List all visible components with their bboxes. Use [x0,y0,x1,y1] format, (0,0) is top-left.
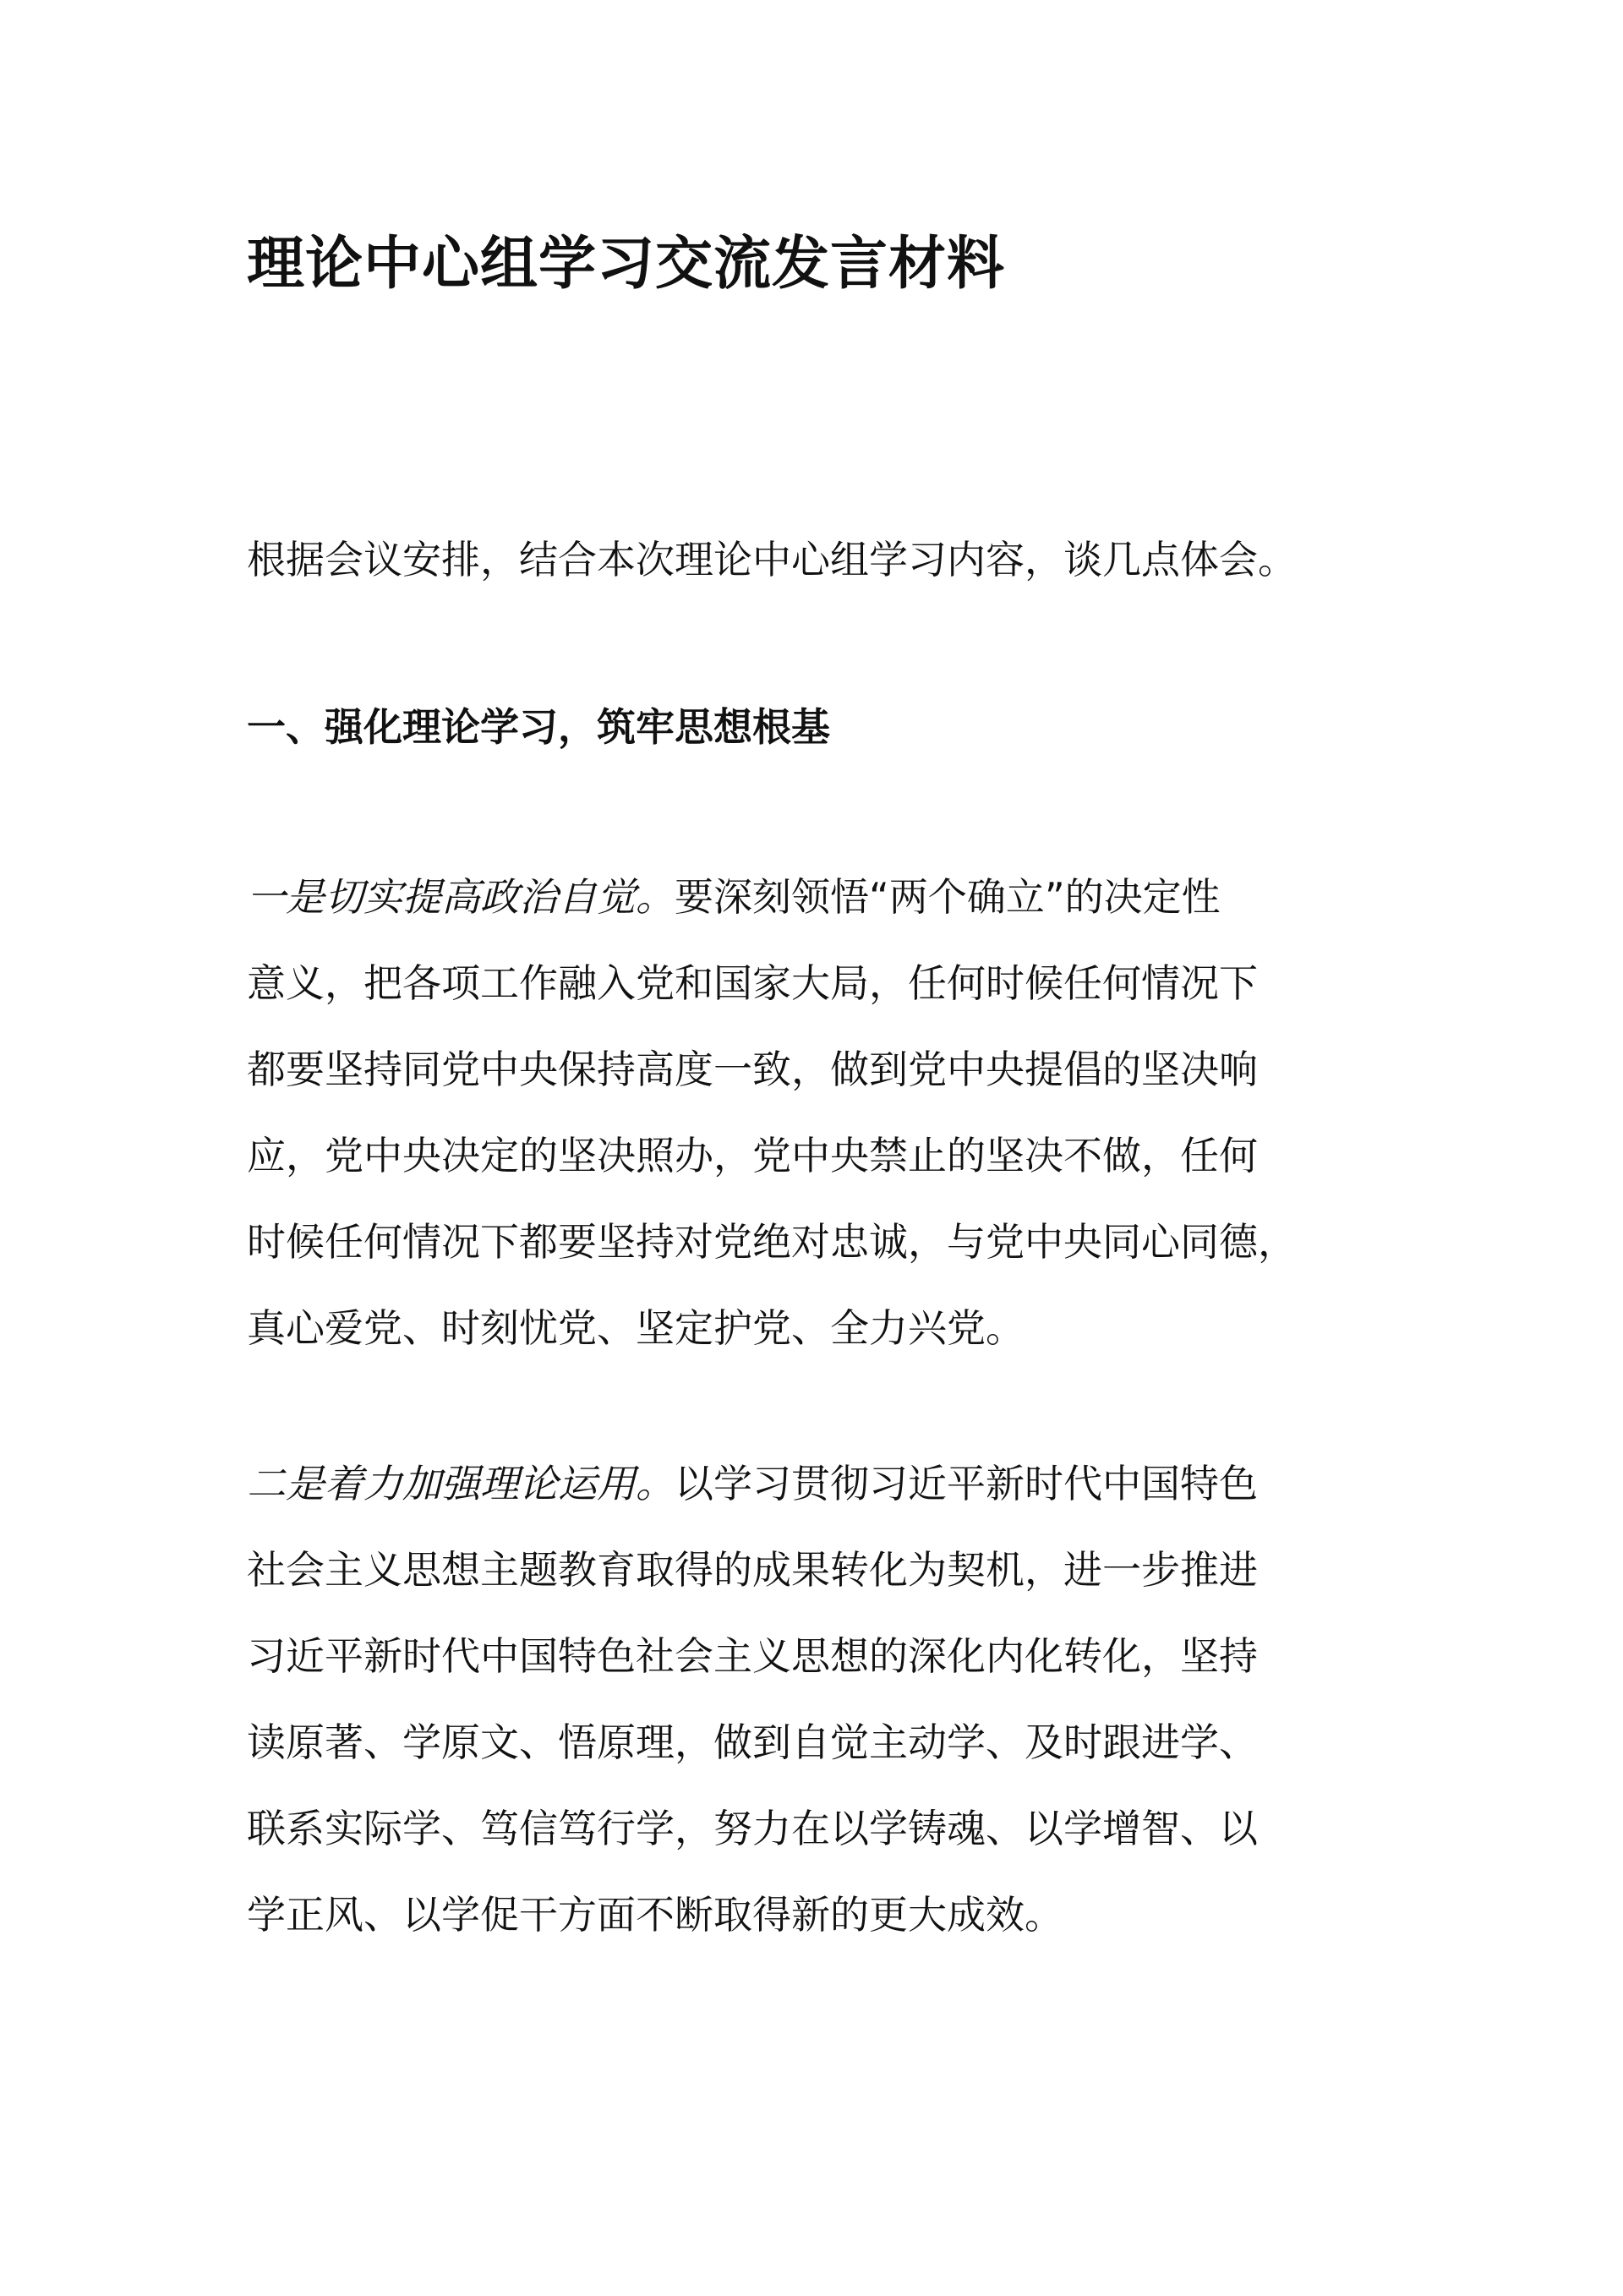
paragraph-line: 时候任何情况下都要坚持对党绝对忠诚，与党中央同心同德， [247,1219,1297,1265]
paragraph-line: 学正风、以学促干方面不断取得新的更大成效。 [247,1892,1063,1938]
paragraph-lead: 一是切实提高政治自觉。 [247,874,675,920]
paragraph-line [247,854,1396,940]
section-heading: 一、强化理论学习，筑牢思想根基 [247,704,830,750]
paragraph-line: 联系实际学、笃信笃行学，努力在以学铸魂、以学增智、以 [247,1806,1258,1851]
paragraph-text: 要深刻领悟“两个确立”的决定性 [675,874,1221,920]
intro-paragraph: 根据会议安排，结合本次理论中心组学习内容，谈几点体会。 [247,537,1297,582]
paragraph-line: 读原著、学原文、悟原理，做到自觉主动学、及时跟进学、 [247,1719,1258,1765]
paragraph-line: 都要坚持同党中央保持高度一致，做到党中央提倡的坚决响 [247,1047,1258,1092]
paragraph-line: 意义，把各项工作融入党和国家大局，任何时候任何情况下 [247,960,1258,1006]
paragraph-lead: 二是着力加强理论运用。 [247,1461,675,1506]
paragraph-line [247,1440,1396,1527]
document-title: 理论中心组学习交流发言材料 [247,231,1006,298]
paragraph-line: 社会主义思想主题教育取得的成果转化为契机，进一步推进 [247,1547,1258,1593]
paragraph-line: 真心爱党、时刻忧党、坚定护党、全力兴党。 [247,1305,1025,1351]
paragraph-line: 习近平新时代中国特色社会主义思想的深化内化转化，坚持 [247,1633,1258,1679]
paragraph-political-awareness [247,854,1396,1371]
paragraph-theory-application [247,1440,1396,1958]
paragraph-text: 以学习贯彻习近平新时代中国特色 [675,1461,1258,1506]
paragraph-line: 应，党中央决定的坚决照办，党中央禁止的坚决不做，任何 [247,1133,1258,1178]
